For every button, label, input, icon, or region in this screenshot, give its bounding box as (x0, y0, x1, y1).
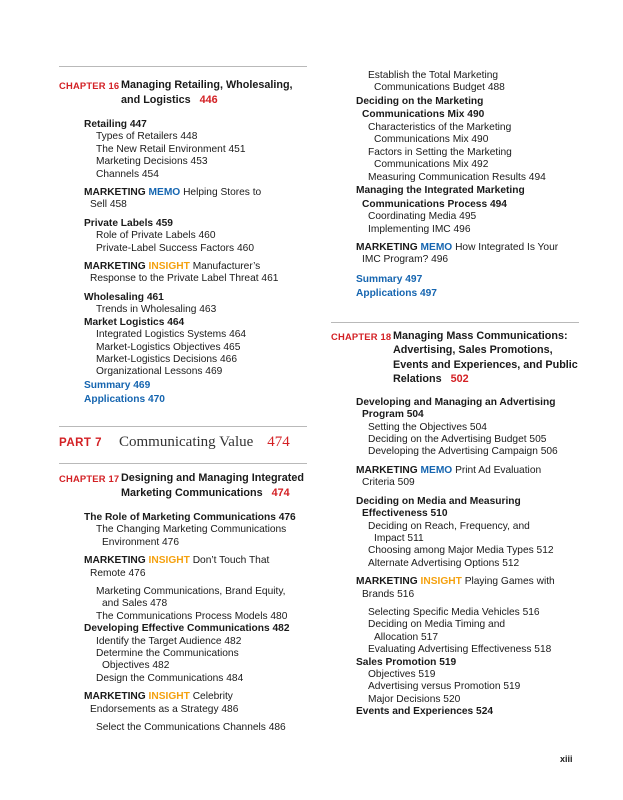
toc-section: Deciding on Media and Measuring (356, 495, 521, 507)
toc-entry: Deciding on Media Timing and (368, 619, 506, 631)
toc-entry: Role of Private Labels 460 (96, 230, 216, 242)
toc-entry: Coordinating Media 495 (368, 211, 477, 223)
toc-entry: Marketing Decisions 453 (96, 156, 208, 168)
toc-entry: Communications Mix 492 (374, 159, 489, 171)
toc-section: Private Labels 459 (84, 217, 173, 229)
chapter-17-heading (59, 464, 307, 500)
toc-entry: Market-Logistics Objectives 465 (96, 341, 241, 353)
toc-entry: The Communications Process Models 480 (96, 610, 288, 622)
chapter-title: Relations (393, 373, 442, 386)
toc-section: Sales Promotion 519 (356, 656, 457, 668)
summary-link: Summary 497 (356, 273, 423, 285)
toc-section: Retailing 447 (84, 119, 147, 130)
toc-section: Market Logistics 464 (84, 316, 185, 328)
chapter-title: Events and Experiences, and Public (393, 358, 578, 371)
toc-entry: The New Retail Environment 451 (96, 143, 246, 155)
toc-entry: Marketing Communications, Brand Equity, (96, 586, 286, 598)
part-title: Communicating Value (119, 434, 254, 450)
toc-entry: Integrated Logistics Systems 464 (96, 329, 247, 341)
chapter-label: CHAPTER 17 (59, 473, 120, 484)
chapter-title: and Logistics (121, 93, 191, 106)
toc-entry: Types of Retailers 448 (96, 131, 198, 143)
part-label: PART 7 (59, 437, 103, 449)
applications-link: Applications 497 (356, 288, 437, 300)
toc-entry: Deciding on the Advertising Budget 505 (368, 434, 547, 446)
marketing-memo: MARKETING MEMO Helping Stores to Sell 458 (84, 187, 262, 211)
toc-entry: Channels 454 (96, 168, 159, 180)
toc-entry: Identify the Target Audience 482 (96, 635, 242, 647)
toc-section: Deciding on the Marketing (356, 95, 484, 107)
toc-section: The Role of Marketing Communications 476 (84, 512, 296, 523)
toc-entry: Private-Label Success Factors 460 (96, 242, 254, 254)
toc-entry: Establish the Total Marketing (368, 70, 499, 81)
chapter-title: Managing Retailing, Wholesaling, (121, 79, 293, 91)
toc-right-column (331, 70, 579, 719)
toc-section: Developing Effective Communications 482 (84, 623, 290, 635)
toc-entry: Objectives 519 (368, 668, 436, 680)
toc-entry: Environment 476 (102, 536, 180, 548)
toc-section: Program 504 (362, 409, 424, 421)
toc-section: Events and Experiences 524 (356, 706, 494, 718)
toc-entry: Determine the Communications (96, 648, 239, 660)
toc-entry: Allocation 517 (374, 631, 439, 643)
toc-entry: Selecting Specific Media Vehicles 516 (368, 606, 540, 618)
toc-entry: Major Decisions 520 (368, 693, 461, 705)
toc-section: Communications Mix 490 (362, 109, 485, 121)
page-number: xiii (560, 754, 573, 764)
chapter-page: 474 (271, 486, 290, 499)
chapter-page: 446 (199, 93, 218, 106)
marketing-memo: MARKETING MEMO Print Ad Evaluation Criteria 509 (356, 464, 542, 489)
chapter-label: CHAPTER 16 (59, 80, 120, 91)
toc-entry: Market-Logistics Decisions 466 (96, 353, 237, 365)
toc-entry: Developing the Advertising Campaign 506 (368, 446, 558, 458)
applications-link: Applications 470 (84, 394, 165, 406)
toc-left-column (59, 66, 307, 408)
toc-left-lower (59, 463, 307, 735)
toc-entry: Organizational Lessons 469 (96, 366, 223, 378)
toc-section: Managing the Integrated Marketing (356, 185, 525, 197)
toc-entry: Objectives 482 (102, 660, 170, 672)
toc-entry: Impact 511 (374, 532, 424, 544)
toc-entry: Deciding on Reach, Frequency, and (368, 520, 530, 532)
toc-entry: Characteristics of the Marketing (368, 122, 512, 133)
toc-entry: Trends in Wholesaling 463 (96, 304, 217, 316)
marketing-insight: MARKETING INSIGHT Celebrity Endorsements as a Strategy 486 (84, 691, 239, 715)
toc-section: Wholesaling 461 (84, 291, 164, 303)
toc-entry: and Sales 478 (102, 598, 168, 610)
chapter-title: Marketing Communications (121, 486, 263, 499)
chapter-title: Designing and Managing Integrated (121, 472, 304, 484)
marketing-insight: MARKETING INSIGHT Manufacturer’s Response to the Private Label Threat 461 (84, 261, 279, 285)
toc-entry: Alternate Advertising Options 512 (368, 557, 520, 569)
toc-entry: Factors in Setting the Marketing (368, 146, 512, 158)
toc-entry: Design the Communications 484 (96, 672, 244, 684)
toc-entry: The Changing Marketing Communications (96, 524, 287, 536)
marketing-insight: MARKETING INSIGHT Don’t Touch That Remote 476 (84, 555, 270, 579)
toc-entry: Evaluating Advertising Effectiveness 518 (368, 644, 552, 656)
chapter-page: 502 (450, 373, 469, 386)
toc-entry: Communications Budget 488 (374, 82, 505, 94)
chapter-18-heading (331, 323, 579, 387)
marketing-memo: MARKETING MEMO How Integrated Is Your IMC Program? 496 (356, 242, 559, 266)
toc-section: Developing and Managing an Advertising (356, 396, 556, 408)
part-page: 474 (267, 434, 290, 450)
toc-entry: Implementing IMC 496 (368, 223, 471, 235)
toc-entry: Select the Communications Channels 486 (96, 722, 286, 734)
chapter-label: CHAPTER 18 (331, 330, 392, 342)
summary-link: Summary 469 (84, 379, 151, 391)
toc-entry: Setting the Objectives 504 (368, 421, 487, 433)
part-7-heading (59, 426, 307, 451)
chapter-title: Advertising, Sales Promotions, (393, 344, 553, 357)
toc-entry: Choosing among Major Media Types 512 (368, 545, 554, 557)
toc-entry: Communications Mix 490 (374, 134, 489, 146)
marketing-insight: MARKETING INSIGHT Playing Games with Brands 516 (356, 576, 555, 600)
chapter-title: Managing Mass Communications: (393, 329, 568, 342)
toc-section: Communications Process 494 (362, 198, 507, 210)
toc-entry: Advertising versus Promotion 519 (368, 681, 521, 693)
toc-section: Effectiveness 510 (362, 508, 448, 520)
chapter-16-heading (59, 67, 307, 107)
toc-entry: Measuring Communication Results 494 (368, 171, 546, 183)
